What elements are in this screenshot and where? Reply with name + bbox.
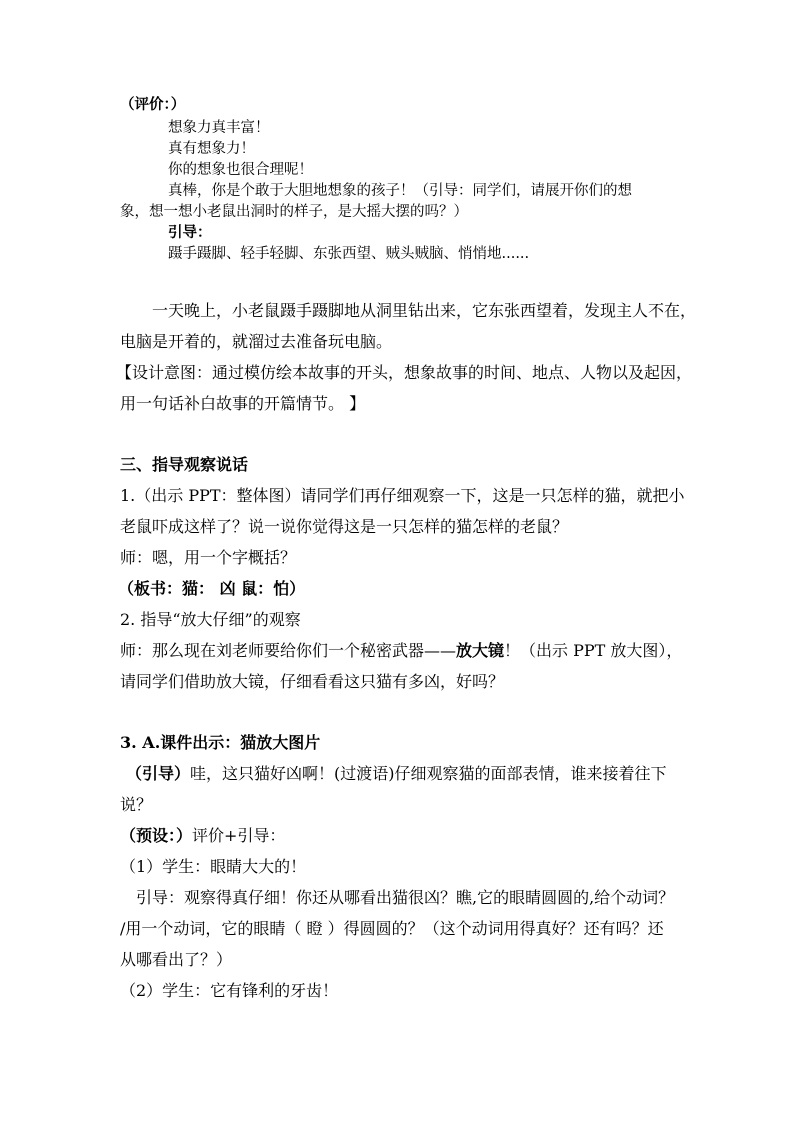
guide-text: 哇，这只猫好凶啊！(过渡语)仔细观察猫的面部表情，谁来接着往下 (190, 764, 667, 783)
item2-title: 2. 指导“放大仔细”的观察 (120, 610, 301, 629)
story-line: 一天晚上，小老鼠蹑手蹑脚地从洞里钻出来，它东张西望着，发现主人不在， (152, 301, 697, 320)
preset-line (120, 825, 285, 847)
magnifier-word: 放大镜 (456, 641, 505, 660)
guide-label: （引导） (126, 764, 191, 783)
eval-line: 真棒，你是个敢于大胆地想象的孩子！（引导：同学们，请展开你们的想 (168, 183, 632, 199)
teacher-line (120, 640, 682, 662)
eval-line: 想象力真丰富！ (168, 120, 270, 136)
design-intent-line: 【设计意图：通过模仿绘本故事的开头，想象故事的时间、地点、人物以及起因， (116, 363, 693, 382)
student-line: （2）学生：它有锋利的牙齿！ (120, 981, 339, 1000)
teacher-text: 师：那么现在刘老师要给你们一个秘密武器—— (120, 641, 457, 660)
guide-line: 引导：观察得真仔细！你还从哪看出猫很凶？瞧,它的眼睛圆圆的,给个动词？ (136, 888, 675, 907)
guide-line: /用一个动词，它的眼睛（ 瞪 ）得圆圆的？（这个动词用得真好？还有吗？还 (120, 919, 664, 938)
section-title: 三、指导观察说话 (120, 455, 249, 474)
story-line: 电脑是开着的，就溜过去准备玩电脑。 (120, 332, 393, 351)
guide-words: 蹑手蹑脚、轻手轻脚、东张西望、贼头贼脑、悄悄地...... (168, 246, 530, 262)
item1-line: 1.（出示 PPT：整体图）请同学们再仔细观察一下，这是一只怎样的猫，就把小 (120, 486, 685, 505)
item1-line: 老鼠吓成这样了？说一说你觉得这是一只怎样的猫怎样的老鼠？ (120, 517, 569, 536)
subsection-title: 3. A.课件出示：猫放大图片 (120, 733, 321, 752)
teacher-line: 请同学们借助放大镜，仔细看看这只猫有多凶，好吗？ (120, 672, 505, 691)
board-note: （板书：猫： 凶 鼠：怕） (118, 579, 306, 598)
teacher-line: 师：嗯，用一个字概括？ (120, 548, 297, 567)
eval-line: 真有想象力！ (168, 141, 255, 157)
preset-label: （预设：） (120, 826, 193, 845)
teacher-text: ！（出示 PPT 放大图）， (504, 641, 683, 660)
student-line: （1）学生：眼睛大大的！ (120, 857, 307, 876)
guide-label: 引导： (168, 224, 212, 241)
eval-heading: （评价：） (120, 96, 186, 113)
preset-text: 评价+引导： (192, 826, 286, 845)
guide-line (126, 763, 667, 785)
design-intent-line: 用一句话补白故事的开篇情节。 】 (120, 394, 366, 413)
eval-line: 你的想象也很合理呢！ (168, 162, 313, 178)
guide-line: 说？ (120, 795, 153, 814)
guide-line: 从哪看出了？） (120, 950, 233, 969)
eval-line: 象，想一想小老鼠出洞时的样子，是大摇大摆的吗？） (120, 204, 468, 220)
